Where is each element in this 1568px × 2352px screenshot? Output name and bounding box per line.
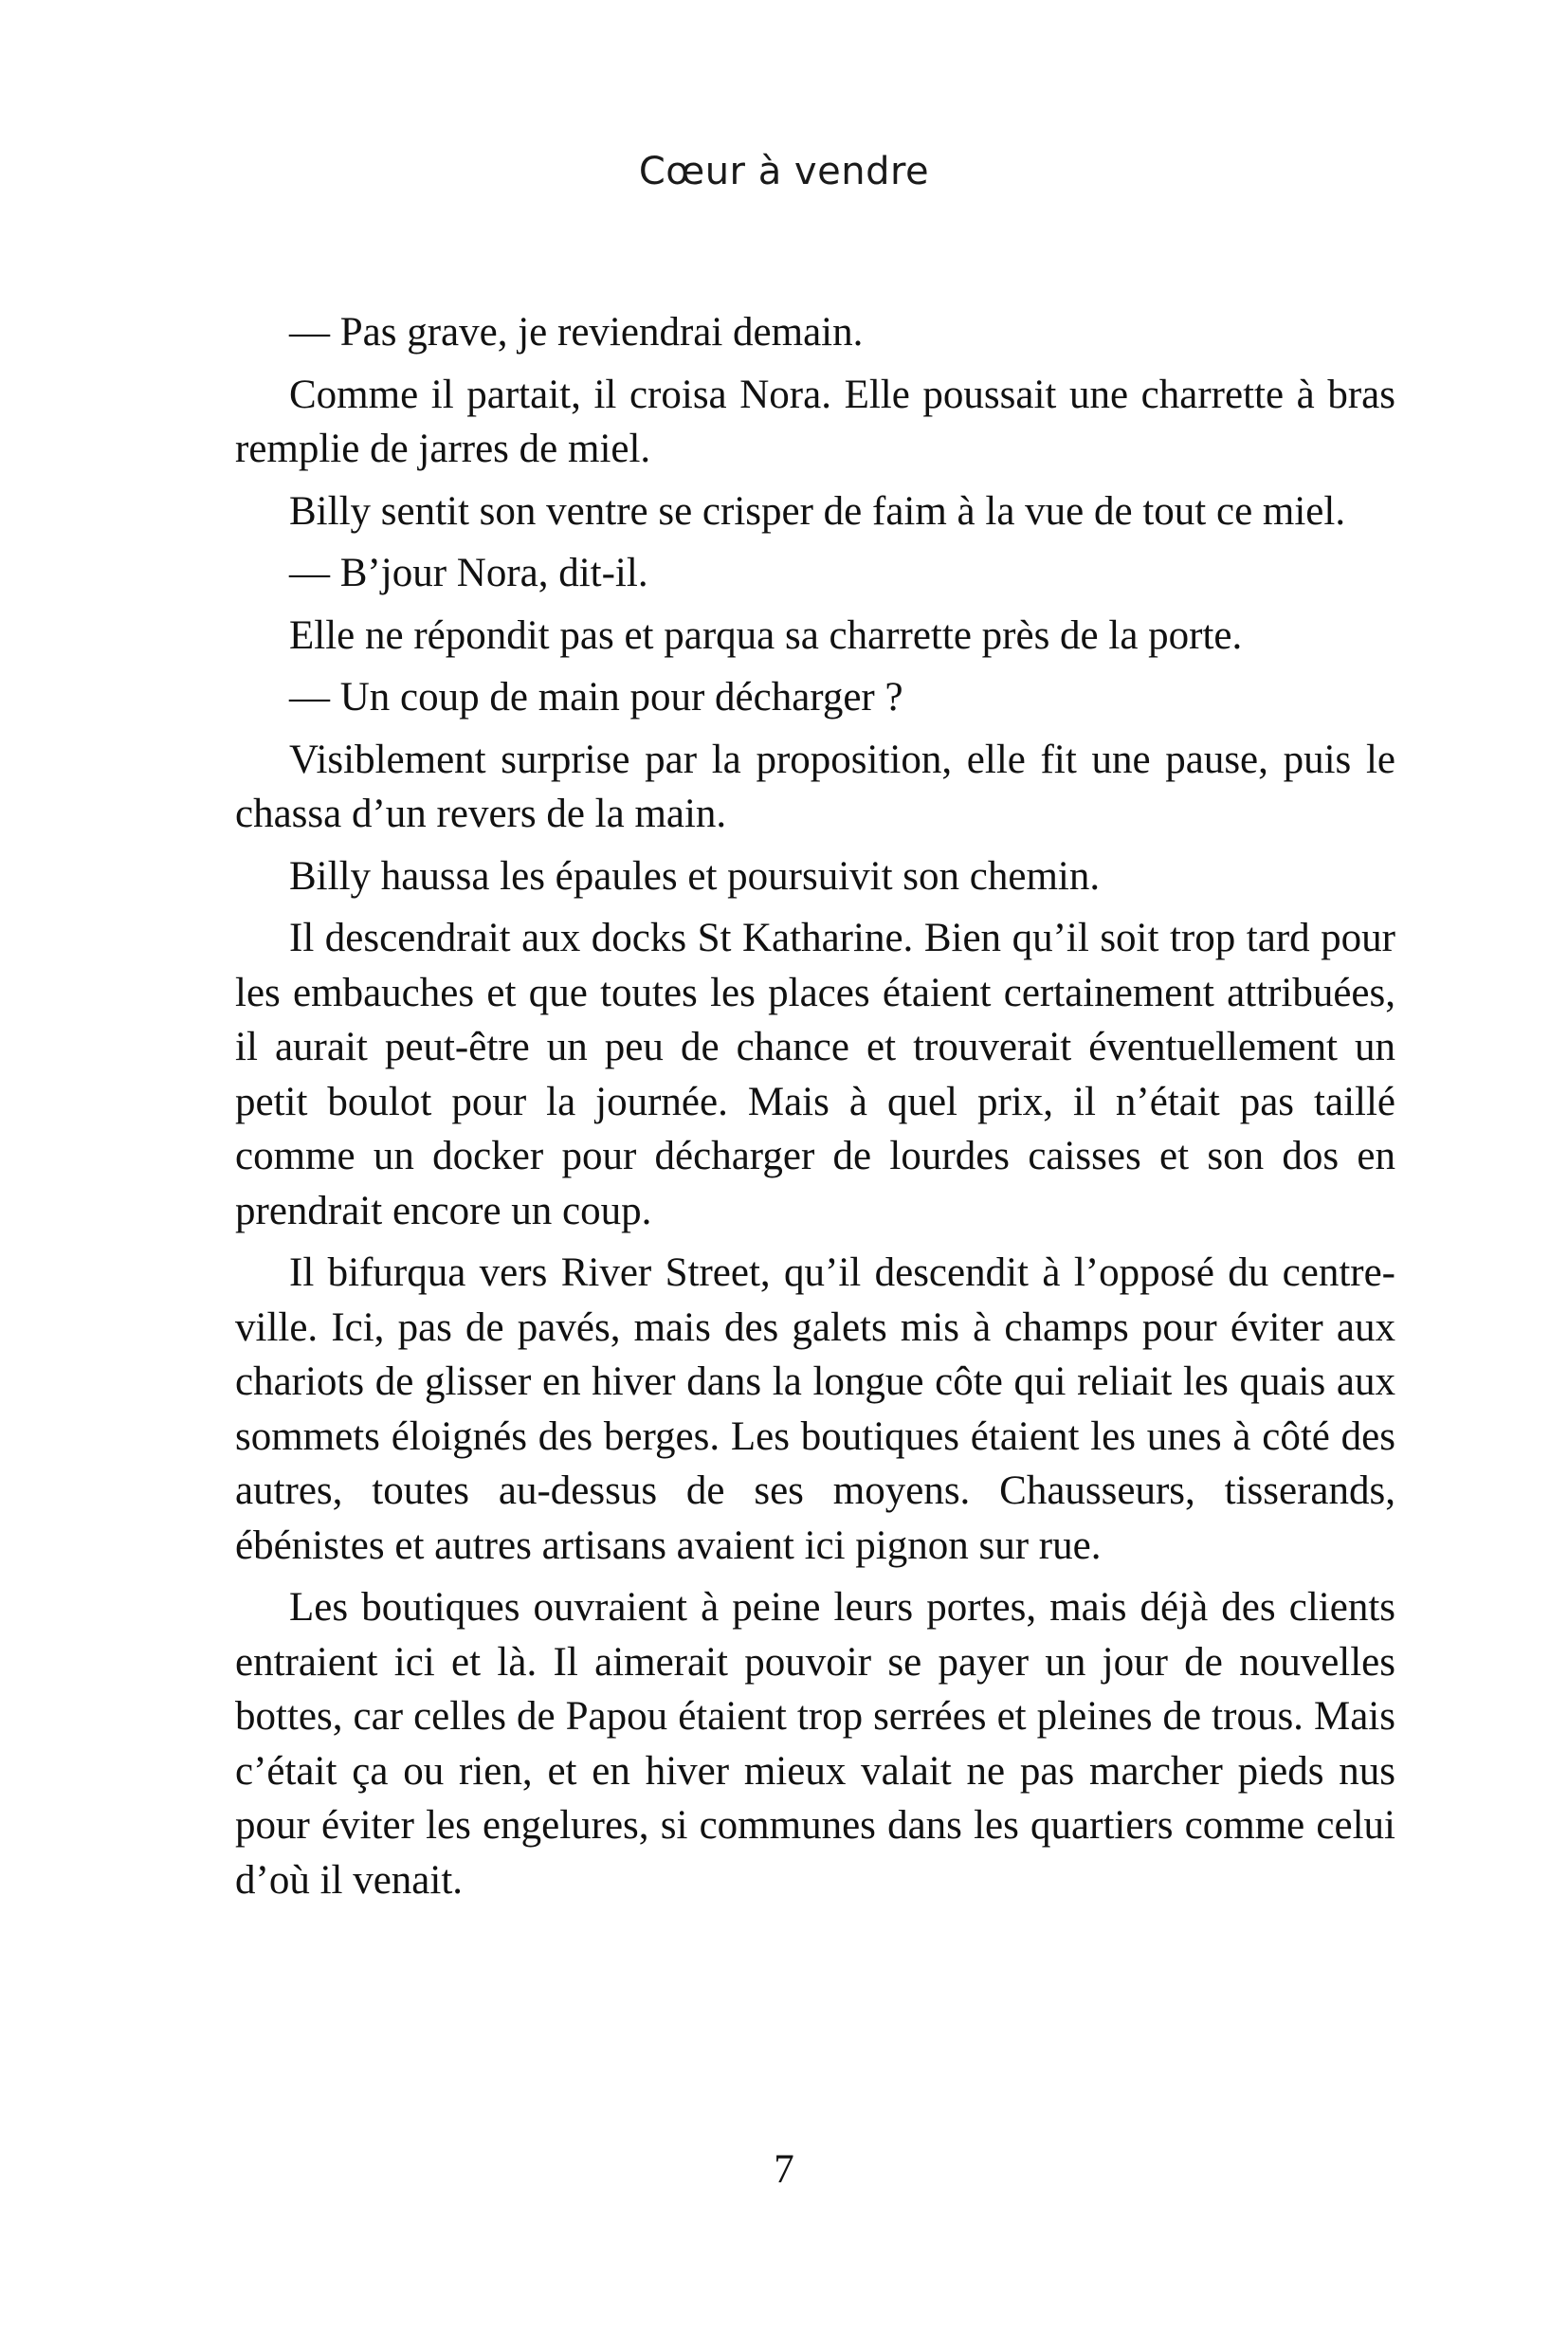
paragraph: — B’jour Nora, dit-il. [289, 551, 648, 595]
paragraph: Billy sentit son ventre se crisper de faim à la vue de tout ce miel. [289, 488, 1346, 534]
paragraph: Billy haussa les épaules et poursuivit son chemin. [289, 853, 1101, 899]
paragraph: Elle ne répondit pas et parqua sa charrette près de la porte. [289, 612, 1243, 658]
body-text [235, 305, 1395, 1915]
running-header-title: Cœur à vendre [638, 150, 930, 193]
page-number: 7 [774, 2147, 794, 2192]
paragraph: Il descendrait aux docks St Katharine. Bien qu’il soit trop tard pour les embauches et que toutes les places étaient certainement attribuées, il aurait peut-être un peu de chance et trouverait éventuellement un petit boulot pour la journée. Mais à quel prix, il n’était pas taillé comme un docker pour décharger de lourdes caisses et son dos en prendrait encore un coup. [235, 916, 1395, 1233]
paragraph: Visiblement surprise par la proposition, elle fit une pause, puis le chassa d’un revers de la main. [235, 737, 1395, 836]
paragraph: Il bifurqua vers River Street, qu’il descendit à l’opposé du centre-ville. Ici, pas de pavés, mais des galets mis à champs pour éviter aux chariots de glisser en hiver dans la longue côte qui reliait les quais aux sommets éloignés des berges. Les boutiques étaient les unes à côté des autres, toutes au-dessus de ses moyens. Chausseurs, tisserands, ébénistes et autres artisans avaient ici pignon sur rue. [235, 1250, 1395, 1568]
paragraph: — Un coup de main pour décharger ? [289, 675, 903, 720]
paragraph: — Pas grave, je reviendrai demain. [289, 310, 864, 355]
paragraph: Comme il partait, il croisa Nora. Elle poussait une charrette à bras remplie de jarres de miel. [235, 372, 1395, 471]
paragraph: Les boutiques ouvraient à peine leurs portes, mais déjà des clients entraient ici et là. Il aimerait pouvoir se payer un jour de nouvelles bottes, car celles de Papou étaient trop serrées et pleines de trous. Mais c’était ça ou rien, et en hiver mieux valait ne pas marcher pieds nus pour éviter les engelures, si communes dans les quartiers comme celui d’où il venait. [235, 1585, 1395, 1903]
